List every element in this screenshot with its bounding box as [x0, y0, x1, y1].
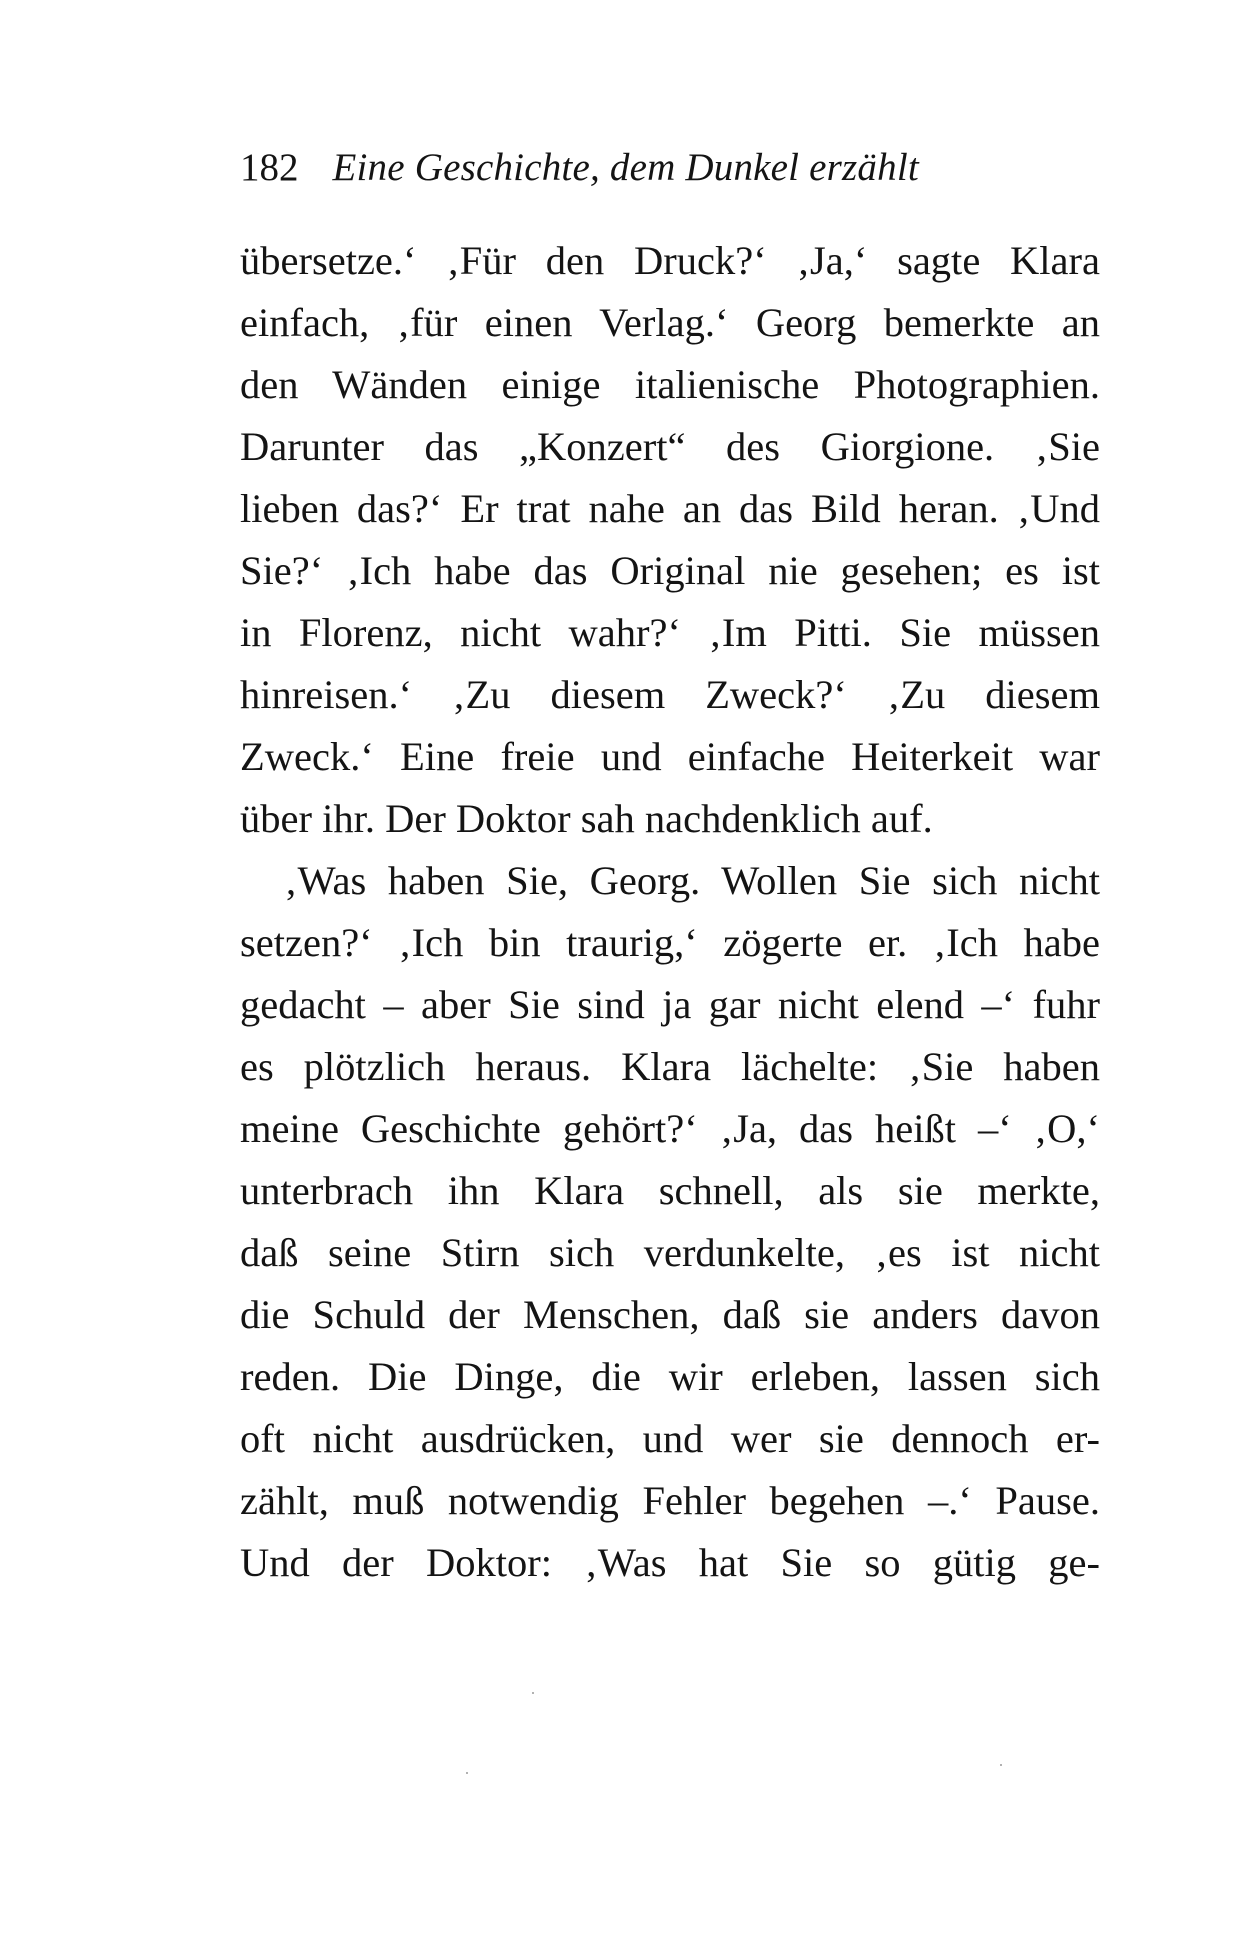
body-text: [240, 230, 1100, 1594]
text-line: unterbrach ihn Klara schnell, als sie merkte,: [240, 1168, 1100, 1213]
text-line: meine Geschichte gehört?‘ ‚Ja, das heißt –‘ ‚O,‘: [240, 1106, 1100, 1151]
scan-speck: [1000, 1764, 1002, 1766]
text-line: Zweck.‘ Eine freie und einfache Heiterkeit war: [240, 734, 1100, 779]
text-line: Sie?‘ ‚Ich habe das Original nie gesehen; es ist: [240, 548, 1100, 593]
text-line: über ihr. Der Doktor sah nachdenklich auf.: [240, 796, 933, 841]
text-line: setzen?‘ ‚Ich bin traurig,‘ zögerte er. ‚Ich habe: [240, 920, 1100, 965]
text-line: Darunter das „Konzert“ des Giorgione. ‚Sie: [240, 424, 1100, 469]
running-title: Eine Geschichte, dem Dunkel erzählt: [332, 146, 919, 189]
text-line: oft nicht ausdrücken, und wer sie dennoch er-: [240, 1416, 1100, 1461]
text-line: den Wänden einige italienische Photographien.: [240, 362, 1100, 407]
text-line: ‚Was haben Sie, Georg. Wollen Sie sich nicht: [284, 858, 1100, 903]
text-line: daß seine Stirn sich verdunkelte, ‚es ist nicht: [240, 1230, 1100, 1275]
text-line: reden. Die Dinge, die wir erleben, lassen sich: [240, 1354, 1100, 1399]
text-line: in Florenz, nicht wahr?‘ ‚Im Pitti. Sie müssen: [240, 610, 1100, 655]
scan-speck: [532, 1692, 534, 1694]
text-line: lieben das?‘ Er trat nahe an das Bild heran. ‚Und: [240, 486, 1100, 531]
text-line: einfach, ‚für einen Verlag.‘ Georg bemerkte an: [240, 300, 1100, 345]
text-line: zählt, muß notwendig Fehler begehen –.‘ Pause.: [240, 1478, 1100, 1523]
page-number: 182: [240, 146, 299, 189]
text-line: die Schuld der Menschen, daß sie anders davon: [240, 1292, 1100, 1337]
text-line: hinreisen.‘ ‚Zu diesem Zweck?‘ ‚Zu diesem: [240, 672, 1100, 717]
text-line: Und der Doktor: ‚Was hat Sie so gütig ge-: [240, 1540, 1100, 1585]
text-line: gedacht – aber Sie sind ja gar nicht elend –‘ fuhr: [240, 982, 1100, 1027]
running-head: [240, 138, 1100, 198]
scan-speck: [466, 1772, 468, 1774]
text-line: es plötzlich heraus. Klara lächelte: ‚Sie haben: [240, 1044, 1100, 1089]
text-line: übersetze.‘ ‚Für den Druck?‘ ‚Ja,‘ sagte Klara: [240, 238, 1100, 283]
